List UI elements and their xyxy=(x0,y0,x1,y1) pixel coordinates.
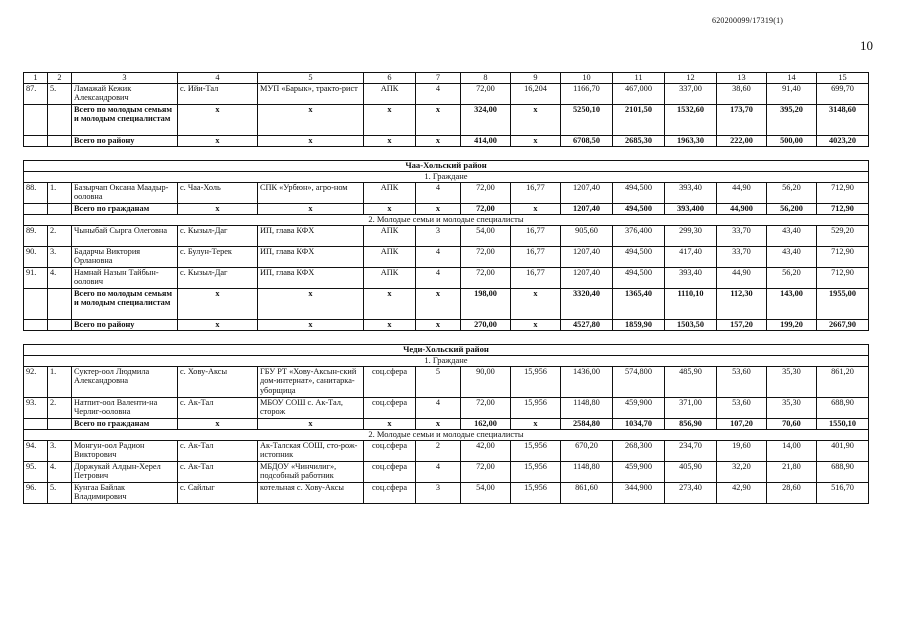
total-value: x xyxy=(364,136,416,147)
table-cell: 494,500 xyxy=(613,247,665,268)
total-value: 6708,50 xyxy=(561,136,613,147)
table-row xyxy=(24,247,869,268)
table-cell: с. Кызыл-Даг xyxy=(178,226,258,247)
table-cell: ИП, глава КФХ xyxy=(258,268,364,289)
table-cell: с. Чаа-Холь xyxy=(178,183,258,204)
table-cell: с. Ак-Тал xyxy=(178,441,258,462)
table-cell: Ак-Талская СОШ, сто-рож-истопник xyxy=(258,441,364,462)
table-cell: 4 xyxy=(416,183,461,204)
table-cell: 401,90 xyxy=(817,441,869,462)
table-cell: 88. xyxy=(24,183,48,204)
table-cell: с. Булун-Терек xyxy=(178,247,258,268)
table-cell: 56,20 xyxy=(767,183,817,204)
district-heading: Чаа-Хольский район xyxy=(24,161,869,172)
table-cell: Бадарчы Виктория Орлановна xyxy=(72,247,178,268)
table-cell: соц.сфера xyxy=(364,483,416,504)
total-value: 56,200 xyxy=(767,204,817,215)
total-value: 222,00 xyxy=(717,136,767,147)
table-cell: Чыныбай Сырга Олеговна xyxy=(72,226,178,247)
table-cell: 4 xyxy=(416,398,461,419)
total-value: 198,00 xyxy=(461,289,511,320)
table-cell: 1436,00 xyxy=(561,367,613,398)
table-cell: соц.сфера xyxy=(364,441,416,462)
total-value: 1110,10 xyxy=(665,289,717,320)
table-cell: 299,30 xyxy=(665,226,717,247)
total-label: Всего по району xyxy=(72,320,178,331)
section-heading-row xyxy=(24,430,869,441)
table-cell: 32,20 xyxy=(717,462,767,483)
total-value: x xyxy=(364,289,416,320)
table-cell: 15,956 xyxy=(511,398,561,419)
total-value: x xyxy=(258,105,364,136)
total-value: 856,90 xyxy=(665,419,717,430)
spacer-row xyxy=(24,331,869,345)
table-cell: 56,20 xyxy=(767,268,817,289)
total-label: Всего по молодым семьям и молодым специалистам xyxy=(72,289,178,320)
table-cell: 1. xyxy=(48,183,72,204)
table-cell: 28,60 xyxy=(767,483,817,504)
total-value: 199,20 xyxy=(767,320,817,331)
table-cell xyxy=(48,289,72,320)
total-value: 107,20 xyxy=(717,419,767,430)
total-value: 143,00 xyxy=(767,289,817,320)
table-cell: 43,40 xyxy=(767,226,817,247)
total-value: x xyxy=(364,105,416,136)
total-value: 270,00 xyxy=(461,320,511,331)
table-cell: 33,70 xyxy=(717,247,767,268)
table-cell: МБДОУ «Чинчилиг», подсобный работник xyxy=(258,462,364,483)
table-cell xyxy=(48,320,72,331)
table-cell: соц.сфера xyxy=(364,367,416,398)
table-cell: 467,000 xyxy=(613,84,665,105)
total-value: x xyxy=(178,289,258,320)
column-number: 5 xyxy=(258,73,364,84)
table-cell: 2. xyxy=(48,226,72,247)
table-cell: 3 xyxy=(416,483,461,504)
table-cell: 485,90 xyxy=(665,367,717,398)
table-cell: 4. xyxy=(48,268,72,289)
table-cell: 1207,40 xyxy=(561,183,613,204)
table-cell: 393,40 xyxy=(665,268,717,289)
table-cell: 15,956 xyxy=(511,367,561,398)
column-number: 9 xyxy=(511,73,561,84)
total-value: x xyxy=(511,320,561,331)
total-row xyxy=(24,320,869,331)
table-cell: 91,40 xyxy=(767,84,817,105)
total-value: x xyxy=(416,105,461,136)
table-cell: 1207,40 xyxy=(561,268,613,289)
table-cell: 2. xyxy=(48,398,72,419)
total-row xyxy=(24,419,869,430)
table-cell: АПК xyxy=(364,226,416,247)
total-row xyxy=(24,105,869,136)
table-cell: 72,00 xyxy=(461,462,511,483)
section-heading-row xyxy=(24,215,869,226)
column-number: 3 xyxy=(72,73,178,84)
table-cell xyxy=(24,204,48,215)
table-cell: Намнай Назын Тайбын-оолович xyxy=(72,268,178,289)
table-row xyxy=(24,268,869,289)
total-value: 72,00 xyxy=(461,204,511,215)
table-cell: Натпит-оол Валенти-на Черлиг-ооловна xyxy=(72,398,178,419)
section-heading: 2. Молодые семьи и молодые специалисты xyxy=(24,430,869,441)
total-value: x xyxy=(364,320,416,331)
section-heading-row xyxy=(24,356,869,367)
table-cell xyxy=(24,419,48,430)
total-value: 500,00 xyxy=(767,136,817,147)
total-value: 112,30 xyxy=(717,289,767,320)
table-cell: 16,77 xyxy=(511,247,561,268)
table-cell: ИП, глава КФХ xyxy=(258,226,364,247)
table-cell: 494,500 xyxy=(613,268,665,289)
table-cell xyxy=(48,105,72,136)
column-number: 6 xyxy=(364,73,416,84)
table-cell: с. Хову-Аксы xyxy=(178,367,258,398)
table-cell: 273,40 xyxy=(665,483,717,504)
total-value: 712,90 xyxy=(817,204,869,215)
table-cell: 529,20 xyxy=(817,226,869,247)
table-row xyxy=(24,462,869,483)
table-cell: соц.сфера xyxy=(364,462,416,483)
total-value: 5250,10 xyxy=(561,105,613,136)
total-value: 3148,60 xyxy=(817,105,869,136)
district-heading: Чеди-Хольский район xyxy=(24,345,869,356)
table-cell: 268,300 xyxy=(613,441,665,462)
table-cell: Доржукай Алдын-Херел Петрович xyxy=(72,462,178,483)
total-value: 162,00 xyxy=(461,419,511,430)
spacer-cell xyxy=(24,147,869,161)
column-number: 12 xyxy=(665,73,717,84)
table-cell: 72,00 xyxy=(461,183,511,204)
table-cell: соц.сфера xyxy=(364,398,416,419)
table-cell: ГБУ РТ «Хову-Аксын-ский дом-интернат», санитарка-уборщица xyxy=(258,367,364,398)
total-value: 3320,40 xyxy=(561,289,613,320)
table-body xyxy=(24,73,869,504)
table-cell: с. Ак-Тал xyxy=(178,462,258,483)
total-value: 44,900 xyxy=(717,204,767,215)
table-cell: 72,00 xyxy=(461,84,511,105)
table-cell: 3. xyxy=(48,441,72,462)
total-value: 1859,90 xyxy=(613,320,665,331)
table-cell: 96. xyxy=(24,483,48,504)
table-cell: 16,77 xyxy=(511,183,561,204)
table-cell: 72,00 xyxy=(461,247,511,268)
table-cell: 72,00 xyxy=(461,398,511,419)
spacer-row xyxy=(24,147,869,161)
table-cell: 5 xyxy=(416,367,461,398)
table-cell: Ламажай Кежик Александрович xyxy=(72,84,178,105)
total-value: 1955,00 xyxy=(817,289,869,320)
section-heading: 1. Граждане xyxy=(24,172,869,183)
table-cell: 344,900 xyxy=(613,483,665,504)
table-cell: 699,70 xyxy=(817,84,869,105)
total-value: 1365,40 xyxy=(613,289,665,320)
table-cell: 371,00 xyxy=(665,398,717,419)
column-number: 4 xyxy=(178,73,258,84)
table-row xyxy=(24,226,869,247)
total-value: 2584,80 xyxy=(561,419,613,430)
total-value: x xyxy=(416,204,461,215)
table-row xyxy=(24,398,869,419)
total-value: x xyxy=(416,136,461,147)
table-cell: 44,90 xyxy=(717,268,767,289)
total-value: 2667,90 xyxy=(817,320,869,331)
table-cell: 54,00 xyxy=(461,226,511,247)
table-row xyxy=(24,441,869,462)
column-number: 13 xyxy=(717,73,767,84)
table-cell: 87. xyxy=(24,84,48,105)
table-cell: 14,00 xyxy=(767,441,817,462)
total-value: x xyxy=(511,136,561,147)
table-cell: 905,60 xyxy=(561,226,613,247)
total-value: x xyxy=(258,289,364,320)
total-value: x xyxy=(178,204,258,215)
table-cell: 90,00 xyxy=(461,367,511,398)
table-cell: МУП «Барык», тракто-рист xyxy=(258,84,364,105)
total-value: x xyxy=(511,204,561,215)
page-number: 10 xyxy=(860,38,873,53)
table-cell: 21,80 xyxy=(767,462,817,483)
table-cell: 4 xyxy=(416,84,461,105)
total-value: x xyxy=(416,419,461,430)
table-cell: 405,90 xyxy=(665,462,717,483)
table-cell: АПК xyxy=(364,183,416,204)
table-cell: 91. xyxy=(24,268,48,289)
column-number: 15 xyxy=(817,73,869,84)
table-cell: 43,40 xyxy=(767,247,817,268)
table-cell: 4 xyxy=(416,247,461,268)
table-cell: 1207,40 xyxy=(561,247,613,268)
table-cell: 42,90 xyxy=(717,483,767,504)
table-cell: 94. xyxy=(24,441,48,462)
table-cell: 712,90 xyxy=(817,183,869,204)
table-cell: СПК «Урбюн», агро-ном xyxy=(258,183,364,204)
total-value: x xyxy=(178,105,258,136)
total-value: x xyxy=(178,419,258,430)
table-cell: 44,90 xyxy=(717,183,767,204)
table-cell: АПК xyxy=(364,247,416,268)
table-cell: 712,90 xyxy=(817,268,869,289)
total-label: Всего по молодым семьям и молодым специалистам xyxy=(72,105,178,136)
district-heading-row xyxy=(24,161,869,172)
table-cell: 712,90 xyxy=(817,247,869,268)
table-cell: 5. xyxy=(48,84,72,105)
table-cell: с. Кызыл-Даг xyxy=(178,268,258,289)
table-cell: 861,20 xyxy=(817,367,869,398)
table-cell: 15,956 xyxy=(511,441,561,462)
total-label: Всего по району xyxy=(72,136,178,147)
table-row xyxy=(24,367,869,398)
total-value: 494,500 xyxy=(613,204,665,215)
total-value: x xyxy=(511,105,561,136)
table-cell: 35,30 xyxy=(767,398,817,419)
table-row xyxy=(24,483,869,504)
table-cell: Монгун-оол Радион Викторович xyxy=(72,441,178,462)
table-cell: 53,60 xyxy=(717,367,767,398)
table-cell: 3. xyxy=(48,247,72,268)
table-cell xyxy=(24,320,48,331)
total-value: x xyxy=(416,289,461,320)
table-cell: 92. xyxy=(24,367,48,398)
column-number: 14 xyxy=(767,73,817,84)
total-label: Всего по гражданам xyxy=(72,204,178,215)
table-cell: 516,70 xyxy=(817,483,869,504)
total-value: 414,00 xyxy=(461,136,511,147)
table-cell: 459,900 xyxy=(613,398,665,419)
table-cell: Суктер-оол Людмила Александровна xyxy=(72,367,178,398)
table-cell xyxy=(24,136,48,147)
total-value: 393,400 xyxy=(665,204,717,215)
table-cell: МБОУ СОШ с. Ак-Тал, сторож xyxy=(258,398,364,419)
benefits-table xyxy=(23,72,869,504)
spacer-cell xyxy=(24,331,869,345)
table-cell: с. Ийи-Тал xyxy=(178,84,258,105)
total-value: x xyxy=(178,136,258,147)
table-cell: 234,70 xyxy=(665,441,717,462)
table-cell: 16,77 xyxy=(511,226,561,247)
total-row xyxy=(24,204,869,215)
table-cell xyxy=(48,136,72,147)
table-cell: 16,77 xyxy=(511,268,561,289)
table-cell: 19,60 xyxy=(717,441,767,462)
column-number: 2 xyxy=(48,73,72,84)
table-cell: 1166,70 xyxy=(561,84,613,105)
column-number: 11 xyxy=(613,73,665,84)
table-cell: 54,00 xyxy=(461,483,511,504)
total-value: x xyxy=(258,419,364,430)
table-cell: 376,400 xyxy=(613,226,665,247)
table-cell: 4 xyxy=(416,268,461,289)
total-value: x xyxy=(416,320,461,331)
table-cell xyxy=(24,105,48,136)
total-value: x xyxy=(258,136,364,147)
total-value: 1503,50 xyxy=(665,320,717,331)
table-cell: 393,40 xyxy=(665,183,717,204)
table-cell: 337,00 xyxy=(665,84,717,105)
total-value: 4527,80 xyxy=(561,320,613,331)
total-value: 1034,70 xyxy=(613,419,665,430)
table-cell: 688,90 xyxy=(817,398,869,419)
table-cell: 53,60 xyxy=(717,398,767,419)
total-value: 324,00 xyxy=(461,105,511,136)
column-number: 1 xyxy=(24,73,48,84)
table-cell: с. Сайлыг xyxy=(178,483,258,504)
total-value: 2101,50 xyxy=(613,105,665,136)
section-heading: 1. Граждане xyxy=(24,356,869,367)
total-value: x xyxy=(364,419,416,430)
column-number-row xyxy=(24,73,869,84)
total-value: 1550,10 xyxy=(817,419,869,430)
table-cell: 93. xyxy=(24,398,48,419)
table-cell: 4. xyxy=(48,462,72,483)
table-cell: 494,500 xyxy=(613,183,665,204)
table-cell: 1. xyxy=(48,367,72,398)
table-cell: 1148,80 xyxy=(561,398,613,419)
table-cell: 4 xyxy=(416,462,461,483)
total-value: x xyxy=(258,320,364,331)
table-cell: 72,00 xyxy=(461,268,511,289)
table-cell: 861,60 xyxy=(561,483,613,504)
table-cell: 1148,80 xyxy=(561,462,613,483)
table-cell: АПК xyxy=(364,84,416,105)
table-cell: 3 xyxy=(416,226,461,247)
district-heading-row xyxy=(24,345,869,356)
table-cell: 670,20 xyxy=(561,441,613,462)
table-cell: 417,40 xyxy=(665,247,717,268)
table-cell: 89. xyxy=(24,226,48,247)
table-cell xyxy=(24,289,48,320)
column-number: 7 xyxy=(416,73,461,84)
total-row xyxy=(24,136,869,147)
table-cell: 95. xyxy=(24,462,48,483)
table-cell: 16,204 xyxy=(511,84,561,105)
table-cell: 2 xyxy=(416,441,461,462)
table-cell: Базырчап Оксана Маадыр-ооловна xyxy=(72,183,178,204)
total-label: Всего по гражданам xyxy=(72,419,178,430)
section-heading-row xyxy=(24,172,869,183)
table-cell: 42,00 xyxy=(461,441,511,462)
total-value: 1207,40 xyxy=(561,204,613,215)
table-cell: 5. xyxy=(48,483,72,504)
total-value: 2685,30 xyxy=(613,136,665,147)
table-cell xyxy=(48,204,72,215)
table-cell: Кунгаа Байлак Владимирович xyxy=(72,483,178,504)
table-cell: 35,30 xyxy=(767,367,817,398)
total-value: 395,20 xyxy=(767,105,817,136)
column-number: 10 xyxy=(561,73,613,84)
total-value: 157,20 xyxy=(717,320,767,331)
table-cell: 33,70 xyxy=(717,226,767,247)
table-cell: 90. xyxy=(24,247,48,268)
table-cell: АПК xyxy=(364,268,416,289)
table-cell xyxy=(48,419,72,430)
table-cell: ИП, глава КФХ xyxy=(258,247,364,268)
table-row xyxy=(24,84,869,105)
table-cell: 15,956 xyxy=(511,483,561,504)
document-id: 620200099/17319(1) xyxy=(712,16,784,25)
total-value: 70,60 xyxy=(767,419,817,430)
total-value: x xyxy=(258,204,364,215)
table-row xyxy=(24,183,869,204)
column-number: 8 xyxy=(461,73,511,84)
table-cell: 15,956 xyxy=(511,462,561,483)
table-cell: 688,90 xyxy=(817,462,869,483)
total-value: x xyxy=(178,320,258,331)
total-value: x xyxy=(511,289,561,320)
table-cell: 38,60 xyxy=(717,84,767,105)
section-heading: 2. Молодые семьи и молодые специалисты xyxy=(24,215,869,226)
total-value: 1532,60 xyxy=(665,105,717,136)
total-value: 4023,20 xyxy=(817,136,869,147)
total-value: x xyxy=(511,419,561,430)
table-cell: с. Ак-Тал xyxy=(178,398,258,419)
total-value: 1963,30 xyxy=(665,136,717,147)
total-row xyxy=(24,289,869,320)
table-cell: котельная с. Хову-Аксы xyxy=(258,483,364,504)
total-value: 173,70 xyxy=(717,105,767,136)
table-cell: 459,900 xyxy=(613,462,665,483)
total-value: x xyxy=(364,204,416,215)
table-cell: 574,800 xyxy=(613,367,665,398)
